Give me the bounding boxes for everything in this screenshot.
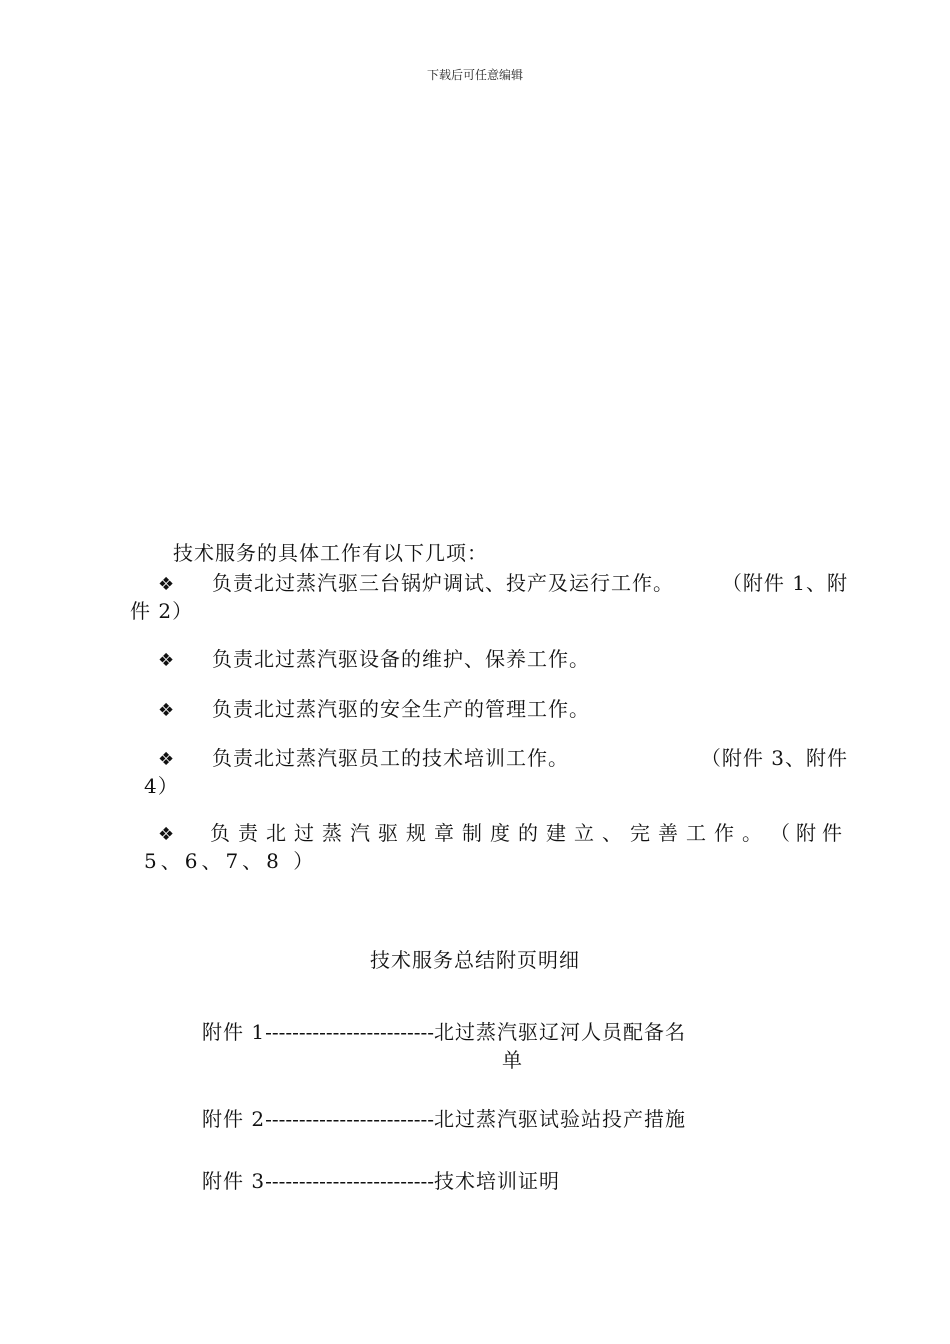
- item-text: 负责北过蒸汽驱的安全生产的管理工作。: [212, 697, 590, 721]
- bullet-icon: ❖: [158, 749, 175, 770]
- bullet-icon: ❖: [158, 824, 175, 845]
- item-text: 负责北过蒸汽驱三台锅炉调试、投产及运行工作。: [212, 571, 674, 595]
- attachment-dashes: -------------------------: [265, 1020, 435, 1044]
- list-item: [130, 646, 848, 674]
- attachment-desc: 北过蒸汽驱试验站投产措施: [434, 1107, 687, 1131]
- intro-line: 技术服务的具体工作有以下几项：: [173, 541, 488, 565]
- attachment-row: [202, 1105, 822, 1133]
- attachment-row: [202, 1018, 822, 1074]
- item-text: 负责北过蒸汽驱员工的技术培训工作。: [212, 746, 569, 770]
- list-item: [130, 696, 848, 724]
- item-text: 负责北过蒸汽驱规章制度的建立、完善工作。: [210, 821, 770, 845]
- attachment-label: 附件 2: [202, 1107, 266, 1131]
- bullet-icon: ❖: [158, 700, 175, 721]
- attachment-dashes: -------------------------: [265, 1107, 435, 1131]
- attachment-label: 附件 1: [202, 1020, 266, 1044]
- item-tail: （附件: [770, 821, 848, 845]
- attachment-label: 附件 3: [202, 1169, 266, 1193]
- item-tail: （附件 3、附件: [700, 746, 848, 770]
- attachment-dashes: -------------------------: [265, 1169, 435, 1193]
- list-item: [130, 570, 848, 625]
- item-text: 负责北过蒸汽驱设备的维护、保养工作。: [212, 647, 590, 671]
- list-item: [130, 820, 848, 875]
- bullet-icon: ❖: [158, 650, 175, 671]
- header-note: 下载后可任意编辑: [426, 68, 523, 82]
- attachment-continuation: 单: [502, 1048, 522, 1072]
- list-item: [130, 745, 848, 800]
- bullet-icon: ❖: [158, 574, 175, 595]
- attachment-desc: 技术培训证明: [434, 1169, 561, 1193]
- attachment-desc: 北过蒸汽驱辽河人员配备名: [434, 1020, 687, 1044]
- item-tail: （附件 1、附: [721, 571, 848, 595]
- item-continuation: 件 2）: [130, 599, 194, 623]
- item-continuation: 4）: [144, 774, 179, 798]
- item-continuation: 5、6、7、8 ）: [144, 849, 318, 873]
- section-title: 技术服务总结附页明细: [370, 948, 580, 972]
- attachment-row: [202, 1167, 822, 1195]
